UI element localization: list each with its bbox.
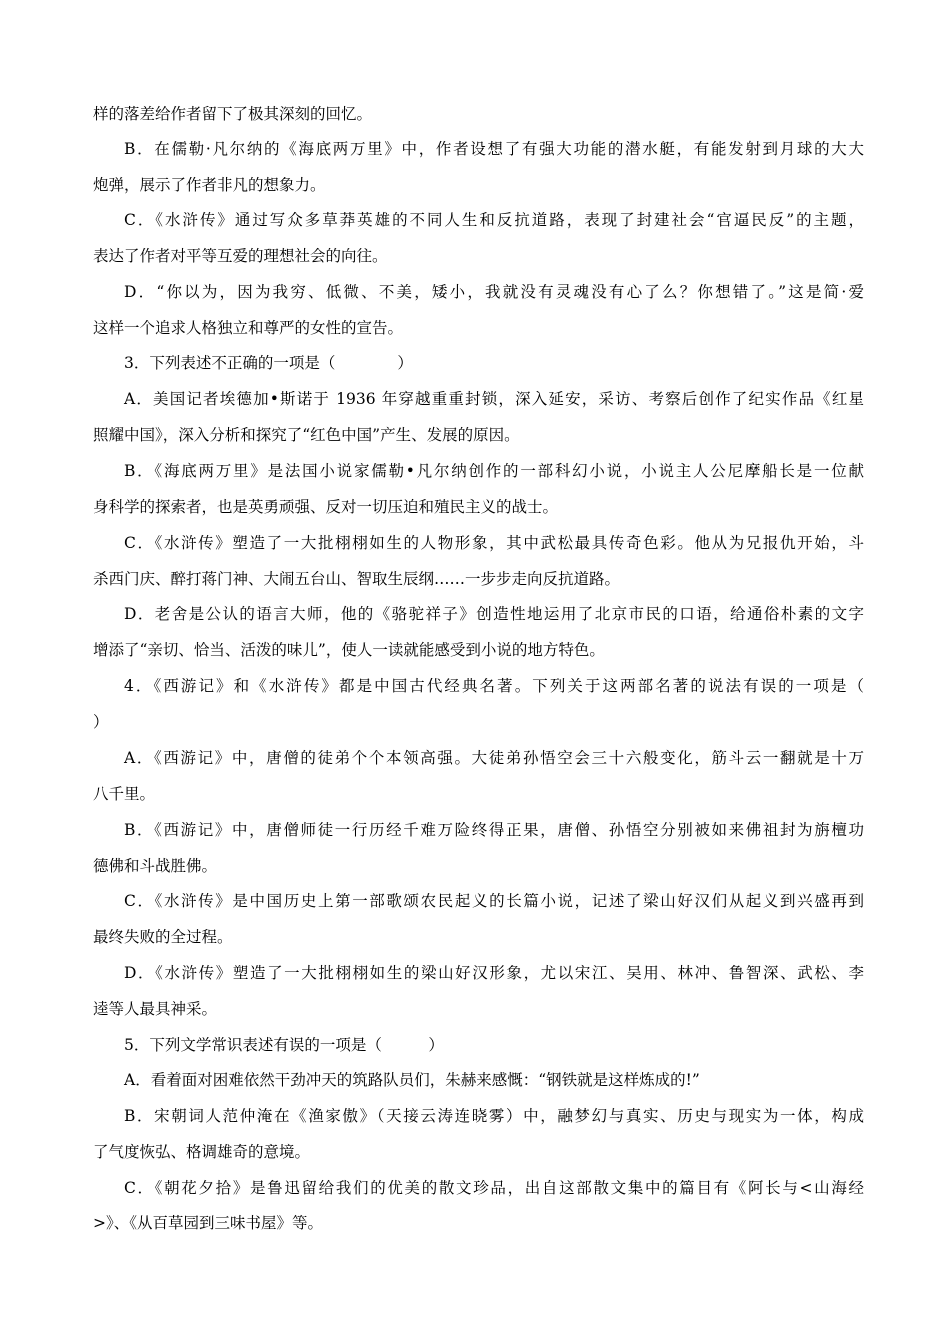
text-line: >》、《从百草园到三味书屋》等。 <box>93 1214 323 1232</box>
text-line: 炮弹，展示了作者非凡的想象力。 <box>93 176 326 194</box>
text-line: 这样一个追求人格独立和尊严的女性的宣告。 <box>93 319 404 337</box>
text-line: D．《水浒传》塑造了一大批栩栩如生的梁山好汉形象，尤以宋江、吴用、林冲、鲁智深、武松、李 <box>124 964 864 982</box>
text-line: 八千里。 <box>93 785 156 803</box>
text-line: C．《朝花夕拾》是鲁迅留给我们的优美的散文珍品，出自这部散文集中的篇目有《阿长与<山海经 <box>124 1179 864 1197</box>
text-line: B．宋朝词人范仲淹在《渔家傲》（天接云涛连晓雾）中，融梦幻与真实、历史与现实为一体，构成 <box>124 1107 864 1125</box>
text-line: B．《海底两万里》是法国小说家儒勒•凡尔纳创作的一部科幻小说，小说主人公尼摩船长是一位献 <box>124 462 864 480</box>
question-5-title: 5．下列文学常识表述有误的一项是（ ） <box>124 1036 444 1054</box>
question-3-title: 3．下列表述不正确的一项是（ ） <box>124 354 413 372</box>
text-line: D．“你以为，因为我穷、低微、不美，矮小，我就没有灵魂没有心了么？你想错了。”这是简·爱 <box>124 283 864 301</box>
text-line: 表达了作者对平等互爱的理想社会的向往。 <box>93 247 388 265</box>
text-line: A．看着面对困难依然干劲冲天的筑路队员们，朱赫来感慨：“钢铁就是这样炼成的!” <box>124 1071 700 1089</box>
text-line: 最终失败的全过程。 <box>93 928 233 946</box>
text-line: 照耀中国》，深入分析和探究了“红色中国”产生、发展的原因。 <box>93 426 520 444</box>
text-line: C．《水浒传》塑造了一大批栩栩如生的人物形象，其中武松最具传奇色彩。他从为兄报仇开始，斗 <box>124 534 864 552</box>
text-line: C．《水浒传》是中国历史上第一部歌颂农民起义的长篇小说，记述了梁山好汉们从起义到兴盛再到 <box>124 892 864 910</box>
text-line: 身科学的探索者，也是英勇顽强、反对一切压迫和殖民主义的战士。 <box>93 498 559 516</box>
text-line: 增添了“亲切、恰当、活泼的味儿”，使人一读就能感受到小说的地方特色。 <box>93 641 605 659</box>
text-line: A．《西游记》中，唐僧的徒弟个个本领高强。大徒弟孙悟空会三十六般变化，筋斗云一翻就是十万 <box>124 749 864 767</box>
text-line: B．《西游记》中，唐僧师徒一行历经千难万险终得正果，唐僧、孙悟空分别被如来佛祖封为旃檀功 <box>124 821 864 839</box>
text-line: C．《水浒传》通过写众多草莽英雄的不同人生和反抗道路，表现了封建社会“官逼民反”的主题， <box>124 211 864 229</box>
text-line: D．老舍是公认的语言大师，他的《骆驼祥子》创造性地运用了北京市民的口语，给通俗朴素的文字 <box>124 605 864 623</box>
question-4-title: 4．《西游记》和《水浒传》都是中国古代经典名著。下列关于这两部名著的说法有误的一项是（ <box>124 677 864 695</box>
text-line: 逵等人最具神采。 <box>93 1000 218 1018</box>
text-line: A．美国记者埃德加•斯诺于 1936 年穿越重重封锁，深入延安，采访、考察后创作了纪实作品《红星 <box>124 390 864 408</box>
text-line: 杀西门庆、醉打蒋门神、大闹五台山、智取生辰纲……一步步走向反抗道路。 <box>93 570 621 588</box>
text-line: 样的落差给作者留下了极其深刻的回忆。 <box>93 105 373 123</box>
text-line: ） <box>93 713 109 731</box>
text-line: 德佛和斗战胜佛。 <box>93 857 218 875</box>
text-line: 了气度恢弘、格调雄奇的意境。 <box>93 1143 311 1161</box>
text-line: B．在儒勒·凡尔纳的《海底两万里》中，作者设想了有强大功能的潜水艇，有能发射到月球的大大 <box>124 140 864 158</box>
